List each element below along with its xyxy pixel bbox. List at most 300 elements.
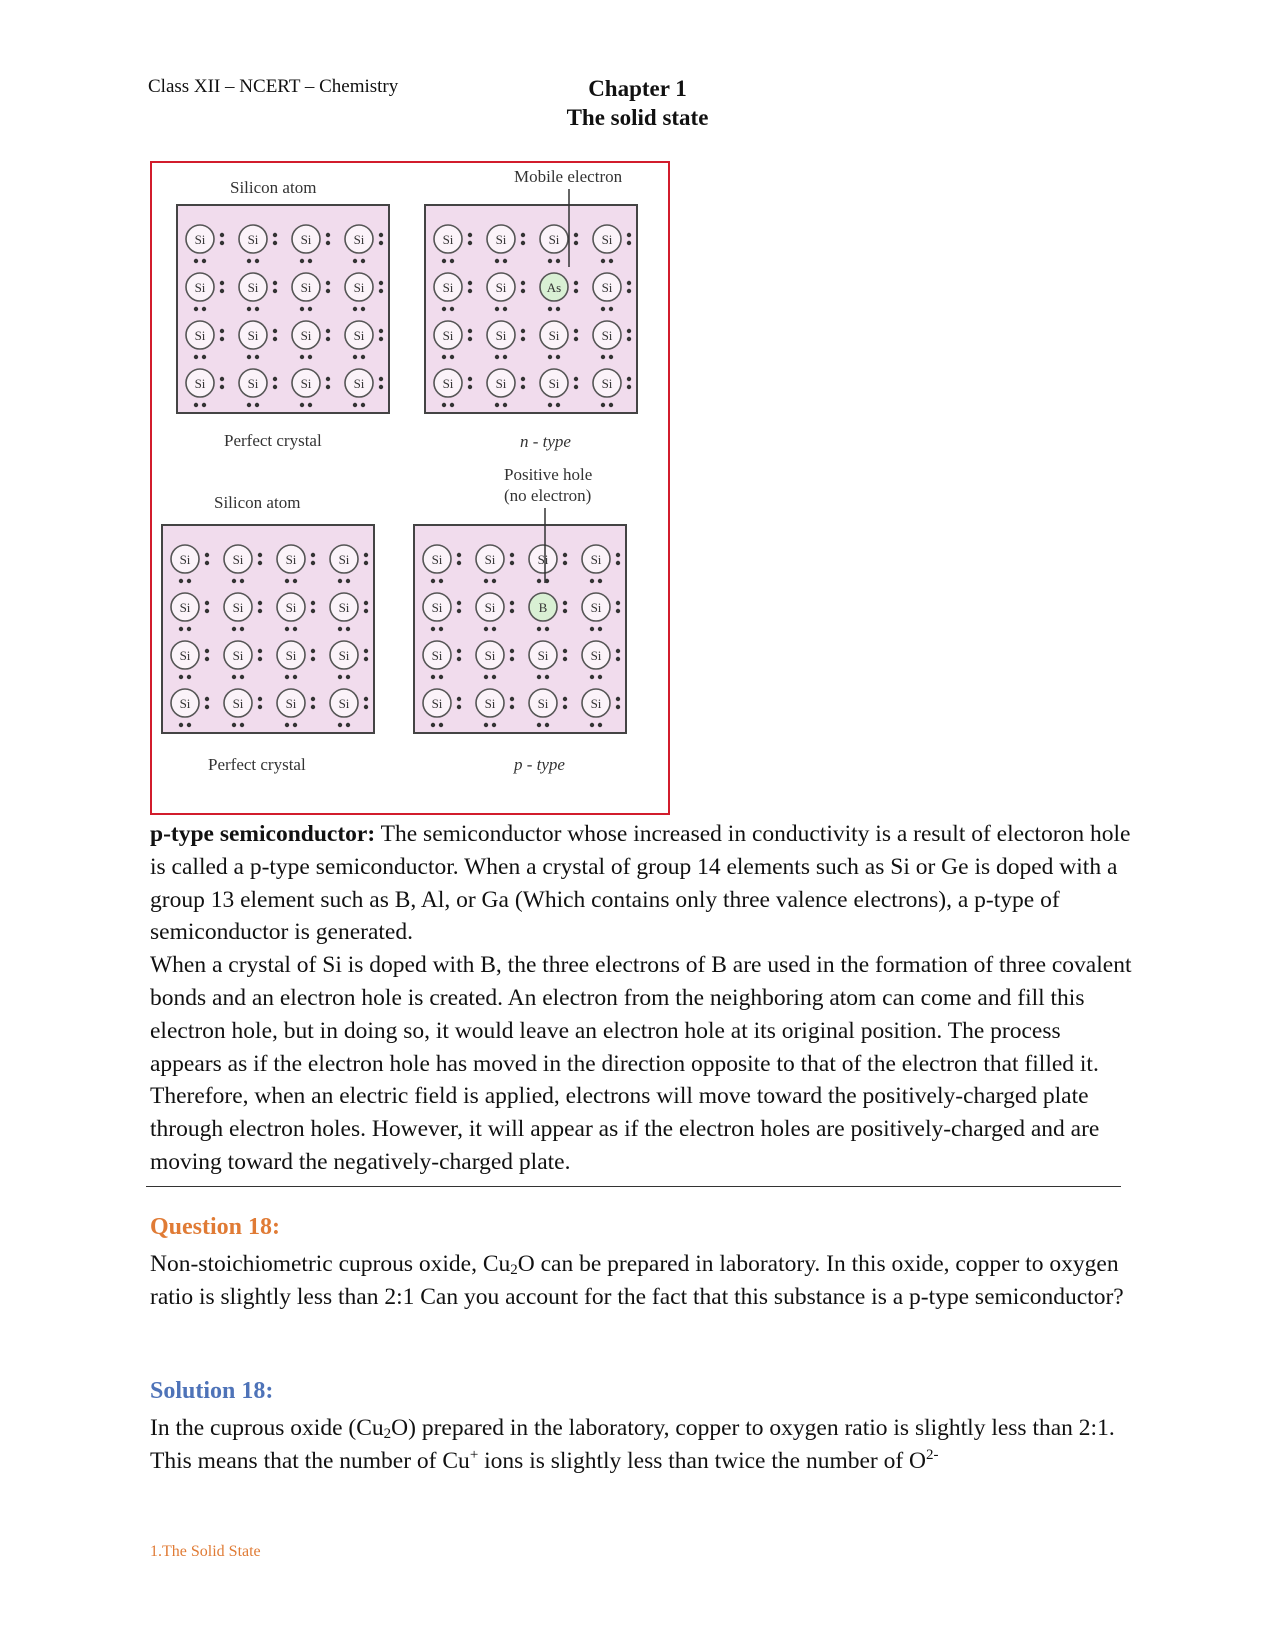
atom-label: Si	[247, 232, 259, 247]
atom-label: Si	[232, 552, 244, 567]
question-text-1: Non-stoichiometric cuprous oxide, Cu	[150, 1251, 511, 1277]
bond-electron	[590, 627, 594, 631]
bond-electron	[521, 241, 525, 245]
atom-label: Si	[590, 696, 602, 711]
atom-label: Si	[232, 600, 244, 615]
question-subscript: 2	[510, 1262, 518, 1278]
bond-electron	[364, 697, 368, 701]
atom-label: Si	[601, 376, 613, 391]
bond-electron	[379, 329, 383, 333]
bond-electron	[492, 675, 496, 679]
bond-electron	[346, 723, 350, 727]
atom-label: Si	[247, 280, 259, 295]
bond-electron	[258, 609, 262, 613]
bond-electron	[273, 377, 277, 381]
bond-electron	[510, 553, 514, 557]
bond-electron	[364, 649, 368, 653]
bond-electron	[503, 259, 507, 263]
bond-electron	[293, 723, 297, 727]
atom-label: Si	[179, 600, 191, 615]
cu-ion-charge: +	[469, 1446, 479, 1463]
bond-electron	[563, 697, 567, 701]
bond-electron	[537, 579, 541, 583]
bond-electron	[495, 307, 499, 311]
semiconductor-figure	[150, 161, 670, 815]
bond-electron	[187, 675, 191, 679]
panel3-top-label: Silicon atom	[214, 493, 301, 512]
bond-electron	[468, 289, 472, 293]
bond-electron	[187, 579, 191, 583]
bond-electron	[338, 579, 342, 583]
bond-electron	[338, 723, 342, 727]
bond-electron	[273, 241, 277, 245]
bond-electron	[510, 561, 514, 565]
bond-electron	[205, 609, 209, 613]
bond-electron	[548, 259, 552, 263]
bond-electron	[510, 697, 514, 701]
atom-label: Si	[179, 648, 191, 663]
bond-electron	[457, 649, 461, 653]
atom-label: Si	[194, 376, 206, 391]
bond-electron	[616, 697, 620, 701]
bond-electron	[537, 675, 541, 679]
bond-electron	[495, 403, 499, 407]
bond-electron	[616, 561, 620, 565]
bond-electron	[484, 723, 488, 727]
bond-electron	[510, 657, 514, 661]
bond-electron	[495, 355, 499, 359]
bond-electron	[457, 705, 461, 709]
atom-label: Si	[353, 328, 365, 343]
bond-electron	[627, 329, 631, 333]
bond-electron	[548, 355, 552, 359]
bond-electron	[258, 553, 262, 557]
bond-electron	[548, 403, 552, 407]
bond-electron	[273, 337, 277, 341]
bond-electron	[311, 697, 315, 701]
bond-electron	[379, 241, 383, 245]
bond-electron	[431, 627, 435, 631]
bond-electron	[556, 355, 560, 359]
panel2-bottom-label: n - type	[520, 432, 571, 451]
bond-electron	[510, 609, 514, 613]
bond-electron	[598, 723, 602, 727]
bond-electron	[439, 723, 443, 727]
bond-electron	[308, 259, 312, 263]
bond-electron	[563, 609, 567, 613]
solution-text-3: ions is slightly less than twice the number of O	[478, 1447, 927, 1474]
bond-electron	[521, 329, 525, 333]
bond-electron	[361, 259, 365, 263]
bond-electron	[187, 723, 191, 727]
bond-electron	[326, 233, 330, 237]
bond-electron	[220, 385, 224, 389]
atom-label: Si	[442, 376, 454, 391]
bond-electron	[379, 289, 383, 293]
paragraph-2: When a crystal of Si is doped with B, the three electrons of B are used in the formation of three covalent bonds and an electron hole is created. An electron from the neighboring atom can come and fill this electron hole, but in doing so, it would leave an electron hole at its original position. The process appears as if the electron hole has moved in the direction opposite to that of the electron that filled it. Therefore, when an electric field is applied, electrons will move toward the positively-charged plate through electron holes. However, it will appear as if the electron holes are positively-charged and are moving toward the negatively-charged plate.	[150, 952, 1132, 1175]
bond-electron	[457, 561, 461, 565]
bond-electron	[521, 289, 525, 293]
atom-label: Si	[601, 280, 613, 295]
bond-electron	[574, 289, 578, 293]
bond-electron	[598, 579, 602, 583]
oxide-ion-charge: 2-	[926, 1446, 939, 1463]
atom-label: Si	[442, 232, 454, 247]
bond-electron	[205, 657, 209, 661]
atom-label: Si	[338, 648, 350, 663]
bond-electron	[442, 403, 446, 407]
paragraph-1	[150, 818, 1135, 949]
bond-electron	[220, 289, 224, 293]
atom-label: Si	[537, 648, 549, 663]
bond-electron	[205, 697, 209, 701]
bond-electron	[442, 355, 446, 359]
atom-label: Si	[548, 328, 560, 343]
bond-electron	[492, 579, 496, 583]
bond-electron	[574, 385, 578, 389]
atom-label: Si	[495, 280, 507, 295]
bond-electron	[308, 403, 312, 407]
bond-electron	[258, 657, 262, 661]
bond-electron	[353, 355, 357, 359]
bond-electron	[326, 281, 330, 285]
bond-electron	[220, 337, 224, 341]
bond-electron	[194, 355, 198, 359]
bond-electron	[616, 649, 620, 653]
bond-electron	[353, 307, 357, 311]
atom-label: Si	[601, 232, 613, 247]
chapter-number: Chapter 1	[588, 76, 687, 101]
bond-electron	[439, 627, 443, 631]
bond-electron	[590, 579, 594, 583]
bond-electron	[537, 723, 541, 727]
bond-electron	[563, 561, 567, 565]
bond-electron	[510, 601, 514, 605]
bond-electron	[361, 355, 365, 359]
bond-electron	[285, 627, 289, 631]
bond-electron	[545, 627, 549, 631]
atom-label: Si	[431, 552, 443, 567]
bond-electron	[240, 723, 244, 727]
atom-label: Si	[590, 552, 602, 567]
bond-electron	[293, 675, 297, 679]
page-footer: 1.The Solid State	[150, 1543, 261, 1560]
bond-electron	[556, 307, 560, 311]
bond-electron	[179, 723, 183, 727]
bond-electron	[379, 385, 383, 389]
atom-label: Si	[548, 376, 560, 391]
bond-electron	[563, 657, 567, 661]
bond-electron	[379, 281, 383, 285]
course-header: Class XII – NCERT – Chemistry	[148, 76, 399, 97]
bond-electron	[492, 723, 496, 727]
bond-electron	[194, 403, 198, 407]
atom-label: Si	[353, 376, 365, 391]
bond-electron	[326, 385, 330, 389]
bond-electron	[346, 579, 350, 583]
bond-electron	[361, 307, 365, 311]
chapter-title: The solid state	[566, 105, 709, 130]
bond-electron	[361, 403, 365, 407]
atom-label: Si	[300, 328, 312, 343]
atom-label: Si	[601, 328, 613, 343]
bond-electron	[379, 377, 383, 381]
bond-electron	[364, 657, 368, 661]
bond-electron	[431, 675, 435, 679]
bond-electron	[285, 579, 289, 583]
bond-electron	[273, 289, 277, 293]
bond-electron	[220, 241, 224, 245]
panel2-top-label: Mobile electron	[514, 167, 623, 186]
atom-label: Si	[338, 696, 350, 711]
bond-electron	[574, 233, 578, 237]
bond-electron	[273, 385, 277, 389]
bond-electron	[240, 675, 244, 679]
bond-electron	[431, 723, 435, 727]
bond-electron	[457, 609, 461, 613]
solution-text-2: O) prepared in the laboratory, copper to oxygen ratio is slightly less than 2:1. This means that the number of Cu	[150, 1415, 1115, 1474]
bond-electron	[247, 259, 251, 263]
bond-electron	[326, 289, 330, 293]
bond-electron	[379, 337, 383, 341]
bond-electron	[255, 259, 259, 263]
bond-electron	[247, 403, 251, 407]
atom-label: Si	[194, 328, 206, 343]
bond-electron	[484, 675, 488, 679]
atom-label: Si	[484, 696, 496, 711]
bond-electron	[194, 307, 198, 311]
bond-electron	[326, 329, 330, 333]
panel3-bottom-label: Perfect crystal	[208, 755, 306, 774]
bond-electron	[521, 377, 525, 381]
panel1-bottom-label: Perfect crystal	[224, 431, 322, 450]
bond-electron	[439, 579, 443, 583]
bond-electron	[548, 307, 552, 311]
panel4-bottom-label: p - type	[514, 755, 565, 774]
question-text	[150, 1248, 1135, 1314]
bond-electron	[616, 601, 620, 605]
bond-electron	[205, 601, 209, 605]
section-divider	[146, 1186, 1121, 1187]
atom-label: Si	[431, 648, 443, 663]
bond-electron	[439, 675, 443, 679]
bond-electron	[258, 649, 262, 653]
atom-label: Si	[353, 232, 365, 247]
panel4-top-label: Positive hole	[504, 465, 593, 484]
bond-electron	[468, 329, 472, 333]
bond-electron	[431, 579, 435, 583]
bond-electron	[379, 233, 383, 237]
bond-electron	[574, 329, 578, 333]
bond-electron	[450, 403, 454, 407]
bond-electron	[338, 627, 342, 631]
bond-electron	[205, 705, 209, 709]
bond-electron	[220, 233, 224, 237]
dopant-atom-label: As	[546, 280, 562, 295]
question-heading: Question 18:	[150, 1214, 281, 1240]
bond-electron	[627, 233, 631, 237]
bond-electron	[627, 337, 631, 341]
bond-electron	[574, 377, 578, 381]
bond-electron	[457, 657, 461, 661]
bond-electron	[450, 355, 454, 359]
bond-electron	[179, 675, 183, 679]
atom-label: Si	[548, 232, 560, 247]
bond-electron	[300, 259, 304, 263]
bond-electron	[503, 307, 507, 311]
atom-label: Si	[300, 280, 312, 295]
atom-label: Si	[300, 376, 312, 391]
atom-label: Si	[484, 648, 496, 663]
atom-label: Si	[285, 648, 297, 663]
atom-label: Si	[194, 232, 206, 247]
bond-electron	[194, 259, 198, 263]
bond-electron	[346, 675, 350, 679]
atom-label: Si	[194, 280, 206, 295]
bond-electron	[574, 241, 578, 245]
bond-electron	[258, 697, 262, 701]
bond-electron	[521, 337, 525, 341]
atom-label: Si	[484, 552, 496, 567]
bond-electron	[609, 355, 613, 359]
bond-electron	[205, 561, 209, 565]
bond-electron	[545, 675, 549, 679]
atom-label: Si	[232, 648, 244, 663]
bond-electron	[255, 403, 259, 407]
bond-electron	[364, 601, 368, 605]
bond-electron	[616, 705, 620, 709]
bond-electron	[311, 553, 315, 557]
bond-electron	[450, 259, 454, 263]
bond-electron	[293, 579, 297, 583]
bond-electron	[468, 377, 472, 381]
bond-electron	[364, 553, 368, 557]
bond-electron	[202, 259, 206, 263]
bond-electron	[627, 377, 631, 381]
atom-label: Si	[247, 328, 259, 343]
bond-electron	[326, 241, 330, 245]
bond-electron	[205, 553, 209, 557]
bond-electron	[609, 259, 613, 263]
bond-electron	[442, 259, 446, 263]
bond-electron	[563, 649, 567, 653]
bond-electron	[311, 601, 315, 605]
atom-label: Si	[495, 232, 507, 247]
bond-electron	[202, 307, 206, 311]
bond-electron	[563, 601, 567, 605]
panel1-top-label: Silicon atom	[230, 178, 317, 197]
bond-electron	[457, 601, 461, 605]
bond-electron	[495, 259, 499, 263]
bond-electron	[202, 403, 206, 407]
bond-electron	[258, 601, 262, 605]
atom-label: Si	[300, 232, 312, 247]
bond-electron	[442, 307, 446, 311]
bond-electron	[457, 697, 461, 701]
bond-electron	[364, 561, 368, 565]
chapter-heading	[500, 74, 775, 132]
p-type-explanation	[150, 818, 1135, 1179]
bond-electron	[598, 627, 602, 631]
bond-electron	[311, 705, 315, 709]
bond-electron	[232, 627, 236, 631]
bond-electron	[311, 657, 315, 661]
bond-electron	[598, 675, 602, 679]
atom-label: Si	[431, 696, 443, 711]
bond-electron	[503, 355, 507, 359]
term-p-type: p-type semiconductor:	[150, 821, 376, 847]
bond-electron	[574, 281, 578, 285]
bond-electron	[521, 281, 525, 285]
bond-electron	[232, 723, 236, 727]
bond-electron	[364, 705, 368, 709]
bond-electron	[563, 705, 567, 709]
bond-electron	[484, 579, 488, 583]
bond-electron	[616, 553, 620, 557]
bond-electron	[556, 259, 560, 263]
atom-label: Si	[495, 328, 507, 343]
bond-electron	[510, 649, 514, 653]
bond-electron	[293, 627, 297, 631]
bond-electron	[616, 609, 620, 613]
bond-electron	[273, 233, 277, 237]
bond-electron	[311, 649, 315, 653]
bond-electron	[205, 649, 209, 653]
atom-label: Si	[495, 376, 507, 391]
bond-electron	[308, 307, 312, 311]
bond-electron	[457, 553, 461, 557]
bond-electron	[285, 675, 289, 679]
atom-label: Si	[431, 600, 443, 615]
bond-electron	[563, 553, 567, 557]
bond-electron	[492, 627, 496, 631]
solution-text-1: In the cuprous oxide (Cu	[150, 1415, 384, 1441]
bond-electron	[521, 233, 525, 237]
bond-electron	[308, 355, 312, 359]
bond-electron	[255, 355, 259, 359]
atom-label: Si	[353, 280, 365, 295]
atom-label: Si	[232, 696, 244, 711]
bond-electron	[364, 609, 368, 613]
bond-electron	[468, 241, 472, 245]
atom-label: Si	[590, 648, 602, 663]
bond-electron	[240, 579, 244, 583]
bond-electron	[187, 627, 191, 631]
panel4-top-label-2: (no electron)	[504, 486, 592, 505]
bond-electron	[601, 259, 605, 263]
atom-label: Si	[590, 600, 602, 615]
bond-electron	[338, 675, 342, 679]
bond-electron	[601, 355, 605, 359]
bond-electron	[590, 723, 594, 727]
bond-electron	[627, 281, 631, 285]
bond-electron	[326, 337, 330, 341]
bond-electron	[627, 385, 631, 389]
bond-electron	[346, 627, 350, 631]
bond-electron	[220, 377, 224, 381]
atom-label: Si	[285, 600, 297, 615]
bond-electron	[484, 627, 488, 631]
bond-electron	[627, 289, 631, 293]
bond-electron	[202, 355, 206, 359]
bond-electron	[285, 723, 289, 727]
solution-subscript: 2	[383, 1426, 392, 1442]
bond-electron	[468, 281, 472, 285]
bond-electron	[468, 337, 472, 341]
bond-electron	[353, 403, 357, 407]
bond-electron	[240, 627, 244, 631]
paragraph-1-text: The semiconductor whose increased in conductivity is a result of electoron hole is called a p-type semiconductor. When a crystal of group 14 elements such as Si or Ge is doped with a group 13 element such as B, Al, or Ga (Which contains only three valence electrons), a p-type of semiconductor is generated.	[150, 821, 1131, 946]
